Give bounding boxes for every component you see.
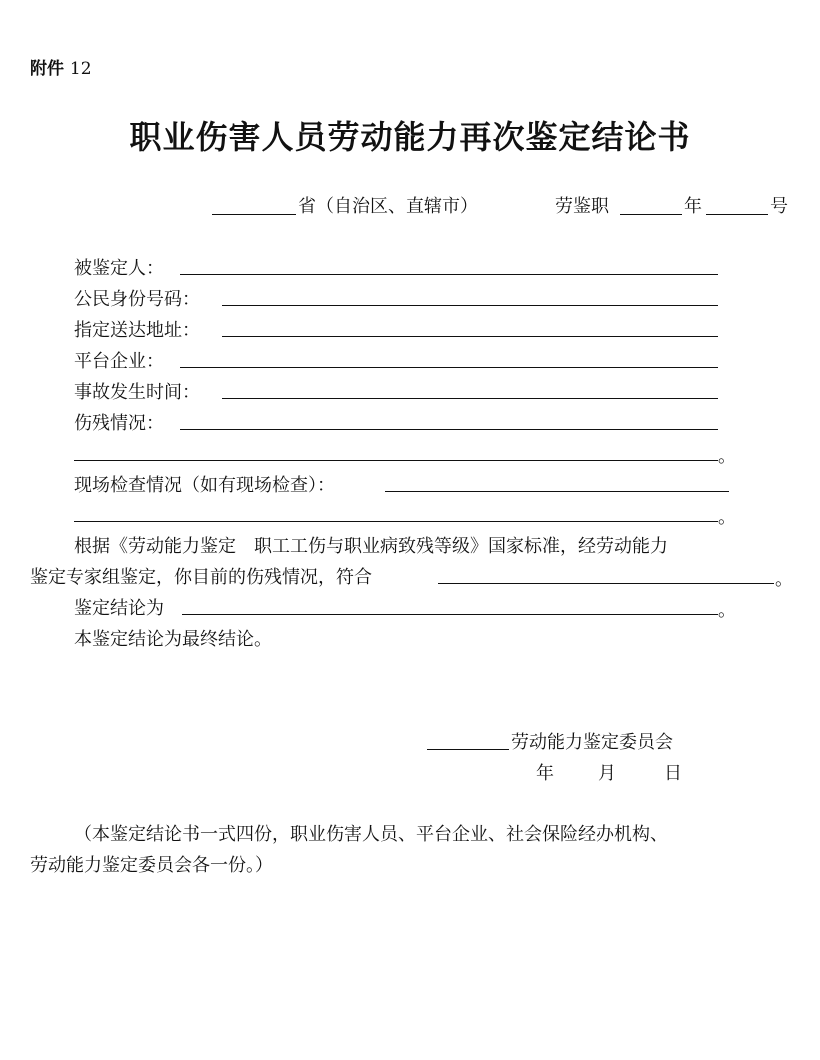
conclusion-period: 。 [718, 600, 736, 621]
annex-number: 12 [69, 59, 92, 79]
onsite-check-blank[interactable] [385, 491, 729, 492]
onsite-check-blank-continued[interactable] [74, 521, 718, 522]
injury-status-period: 。 [718, 446, 736, 467]
field-label-id-number: 公民身份号码： [74, 289, 200, 310]
copies-note-line-2: 劳动能力鉴定委员会各一份。） [30, 855, 273, 876]
province-suffix: 省（自治区、直辖市） [298, 196, 478, 217]
signature-day: 日 [664, 763, 682, 784]
field-label-delivery-address: 指定送达地址： [74, 320, 200, 341]
injury-status-blank[interactable] [180, 429, 718, 430]
disability-grade-blank[interactable] [438, 583, 774, 584]
ref-number-blank[interactable] [706, 214, 768, 215]
basis-text-line-1: 根据《劳动能力鉴定 职工工伤与职业病致残等级》国家标准，经劳动能力 [74, 536, 668, 557]
onsite-check-period: 。 [718, 507, 736, 528]
committee-name-blank[interactable] [427, 749, 509, 750]
basis-text-line-2: 鉴定专家组鉴定，你目前的伤残情况，符合 [30, 567, 372, 588]
annex-label [30, 54, 92, 79]
document-title: 职业伤害人员劳动能力再次鉴定结论书 [129, 118, 691, 156]
appraised-person-blank[interactable] [180, 274, 718, 275]
ref-year-label: 年 [684, 196, 702, 217]
field-label-injury-status: 伤残情况： [74, 413, 164, 434]
accident-time-blank[interactable] [222, 398, 718, 399]
final-statement: 本鉴定结论为最终结论。 [74, 629, 272, 650]
conclusion-blank[interactable] [182, 614, 718, 615]
platform-company-blank[interactable] [180, 367, 718, 368]
ref-year-blank[interactable] [620, 214, 682, 215]
annex-text: 附件 [30, 59, 64, 79]
ref-number-label: 号 [770, 196, 788, 217]
committee-label: 劳动能力鉴定委员会 [511, 732, 673, 753]
basis-period: 。 [775, 569, 793, 590]
id-number-blank[interactable] [222, 305, 718, 306]
signature-year: 年 [536, 763, 554, 784]
ref-prefix: 劳鉴职 [555, 196, 609, 217]
delivery-address-blank[interactable] [222, 336, 718, 337]
copies-note-line-1: （本鉴定结论书一式四份，职业伤害人员、平台企业、社会保险经办机构、 [74, 824, 668, 845]
signature-month: 月 [598, 763, 616, 784]
injury-status-blank-continued[interactable] [74, 460, 718, 461]
conclusion-label: 鉴定结论为 [74, 598, 164, 619]
field-label-onsite-check: 现场检查情况（如有现场检查）： [74, 475, 335, 496]
field-label-appraised-person: 被鉴定人： [74, 258, 164, 279]
field-label-platform-company: 平台企业： [74, 351, 164, 372]
province-blank[interactable] [212, 214, 296, 215]
field-label-accident-time: 事故发生时间： [74, 382, 200, 403]
